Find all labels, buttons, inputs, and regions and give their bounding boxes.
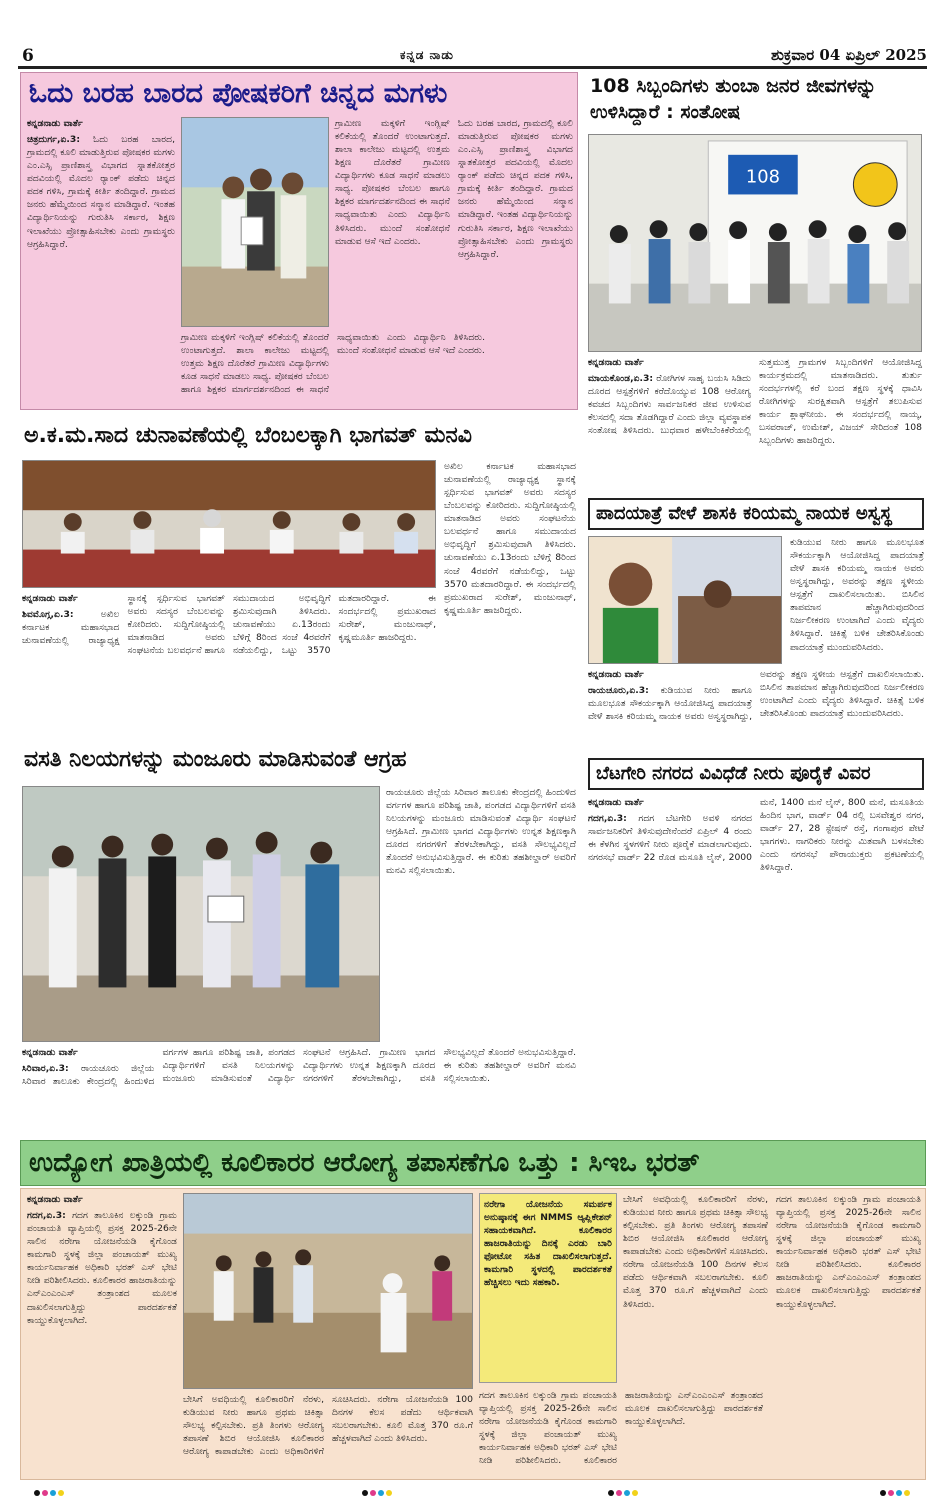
story-water-headline: ಬೆಟಗೇರಿ ನಗರದ ವಿವಿಧೆಡೆ ನೀರು ಪೂರೈಕೆ ವಿವರ [588,758,924,790]
story-election-headline: ಅ.ಕ.ಮ.ಸಾದ ಚುನಾವಣೆಯಲ್ಲಿ ಬೆಂಬಲಕ್ಕಾಗಿ ಭಾಗವತ್ ಮನವಿ [24,423,472,448]
story-gold-medal-body-a-cont: ಓದು ಬರಹ ಬಾರದ, ಗ್ರಾಮದಲ್ಲಿ ಕೂಲಿ ಮಾಡುತ್ತಿರುವ ಪೋಷಕರ ಮಗಳು ಎಂ.ಎಸ್ಸಿ ಪ್ರಾಣಿಶಾಸ್ತ್ರ ವಿಭಾಗದ ಸ್ನಾತಕೋತ್ತರ ಪದವಿಯಲ್ಲಿ ಮೊದಲ ರ್‍ಯಾಂಕ್ ಪಡೆದು ಚಿನ್ನದ ಪದಕ ಗಳಿಸಿ, ಗ್ರಾಮಕ್ಕೆ ಕೀರ್ತಿ ತಂದಿದ್ದಾರೆ. ಗ್ರಾಮದ ಜನರು ಹೆಮ್ಮೆಯಿಂದ ಸನ್ಮಾನ ಮಾಡಿದ್ದಾರೆ. ಇಂತಹ ವಿದ್ಯಾರ್ಥಿನಿಯನ್ನು ಗುರುತಿಸಿ ಸರ್ಕಾರ, ಶಿಕ್ಷಣ ಇಲಾಖೆಯು ಪ್ರೋತ್ಸಾಹಿಸಬೇಕು ಎಂದು ಗ್ರಾಮಸ್ಥರು ಆಗ್ರಹಿಸಿದ್ದಾರೆ. [458,118,573,260]
byline: ಕನ್ನಡನಾಡು ವಾರ್ತೆ [22,593,78,604]
graduate-photo [181,117,329,327]
registration-marks-left [34,1490,64,1496]
story-108-body-cols [588,356,922,488]
mla-photo [588,536,782,664]
page-number: 6 [22,46,34,66]
byline: ಕನ್ನಡನಾಡು ವಾರ್ತೆ [588,797,644,808]
story-mla-body-right [790,536,924,664]
story-gold-medal-body-b: ಗ್ರಾಮೀಣ ಮಕ್ಕಳಿಗೆ ಇಂಗ್ಲಿಷ್ ಕಲಿಕೆಯಲ್ಲಿ ತೊಂದರೆ ಉಂಟಾಗುತ್ತದೆ. ಶಾಲಾ ಕಾಲೇಜು ಮಟ್ಟದಲ್ಲಿ ಉತ್ತಮ ಶಿಕ್ಷಣ ದೊರೆತರೆ ಗ್ರಾಮೀಣ ವಿದ್ಯಾರ್ಥಿಗಳು ಕೂಡ ಸಾಧನೆ ಮಾಡಲು ಸಾಧ್ಯ. ಪೋಷಕರ ಬೆಂಬಲ ಹಾಗೂ ಶಿಕ್ಷಕರ ಮಾರ್ಗದರ್ಶನದಿಂದ ಈ ಸಾಧನೆ ಸಾಧ್ಯವಾಯಿತು ಎಂದು ವಿದ್ಯಾರ್ಥಿನಿ ತಿಳಿಸಿದರು. ಮುಂದೆ ಸಂಶೋಧನೆ ಮಾಡುವ ಆಸೆ ಇದೆ ಎಂದರು. [335,118,450,247]
page-header [0,0,945,68]
svg-text:108: 108 [745,166,781,188]
story-108-headline: 108 ಸಿಬ್ಬಂದಿಗಳು ತುಂಬಾ ಜನರ ಜೀವಗಳನ್ನು ಉಳಿಸಿದ್ದಾರೆ : ಸಂತೋಷ [590,75,877,123]
story-hostel-body-cont: ರಾಯಚೂರು ಜಿಲ್ಲೆಯ ಸಿರಿವಾರ ತಾಲೂಕು ಕೇಂದ್ರದಲ್ಲಿ ಹಿಂದುಳಿದ ವರ್ಗಗಳ ಹಾಗೂ ಪರಿಶಿಷ್ಟ ಜಾತಿ, ಪಂಗಡದ ವಿದ್ಯಾರ್ಥಿಗಳಿಗೆ ವಸತಿ ನಿಲಯಗಳನ್ನು ಮಂಜೂರು ಮಾಡಿಸುವಂತೆ ವಿದ್ಯಾರ್ಥಿ ಸಂಘಟನೆ ಆಗ್ರಹಿಸಿದೆ. ಗ್ರಾಮೀಣ ಭಾಗದ ವಿದ್ಯಾರ್ಥಿಗಳು ಉನ್ನತ ಶಿಕ್ಷಣಕ್ಕಾಗಿ ದೂರದ ನಗರಗಳಿಗೆ ತೆರಳಬೇಕಾಗಿದ್ದು, ವಸತಿ ಸೌಲಭ್ಯವಿಲ್ಲದೆ ತೊಂದರೆ ಅನುಭವಿಸುತ್ತಿದ್ದಾರೆ. ಈ ಕುರಿತು ತಹಶೀಲ್ದಾರ್ ಅವರಿಗೆ ಮನವಿ ಸಲ್ಲಿಸಲಾಯಿತು. [386,787,576,877]
byline: ಕನ್ನಡನಾಡು ವಾರ್ತೆ [22,1047,78,1058]
story-nrega-col-2 [183,1393,473,1477]
story-water-body: ಗದಗ ಬೆಟಗೇರಿ ಅವಳಿ ನಗರದ ಸಾರ್ವಜನಿಕರಿಗೆ ತಿಳಿಸುವುದೇನೆಂದರೆ ಏಪ್ರಿಲ್ 4 ರಂದು ಈ ಕೆಳಗಿನ ಸ್ಥಳಗಳಿಗೆ ನೀರು ಪೂರೈಕೆ ಮಾಡಲಾಗುವುದು. ನಗರಸಭೆ ವಾರ್ಡ್ 22 ರೊಡ ಮಸೂತಿ ಲೈನ್, 2000 ಮನೆ, 1400 ಮನೆ ಲೈನ್, 800 ಮನೆ, ಮಸೂತಿಯ ಹಿಂದಿನ ಭಾಗ, ವಾರ್ಡ್ 04 ರಲ್ಲಿ ಬಸವೇಶ್ವರ ನಗರ, ವಾರ್ಡ್ 27, 28 ಸ್ಟೇಷನ್ ರಸ್ತೆ, ಗಂಗಾಪುರ ಪೇಟೆ ಭಾಗಗಳು. ನಾಗರಿಕರು ನೀರನ್ನು ಮಿತವಾಗಿ ಬಳಸಬೇಕು ಎಂದು ನಗರಸಭೆ ಪೌರಾಯುಕ್ತರು ಪ್ರಕಟಣೆಯಲ್ಲಿ ತಿಳಿಸಿದ್ದಾರೆ. [588,797,924,874]
story-gold-medal-col-2 [181,331,485,405]
story-water-supply [586,756,926,1132]
story-hostel-demand [20,744,578,1132]
dateline: ಗದಗ,ಏ.3: [588,813,627,825]
story-nrega-col-3 [479,1389,763,1477]
story-gold-medal-col-1 [27,117,175,405]
registration-marks-right [880,1490,910,1496]
byline: ಕನ್ನಡನಾಡು ವಾರ್ತೆ [588,357,644,368]
byline: ಕನ್ನಡನಾಡು ವಾರ್ತೆ [588,669,644,680]
story-election-body-right [444,460,576,736]
dateline: ಮಾಯಕೊಂಡ,ಏ.3: [588,373,654,385]
byline: ಕನ್ನಡನಾಡು ವಾರ್ತೆ [27,118,83,129]
story-gold-medal-body-a: ಓದು ಬರಹ ಬಾರದ, ಗ್ರಾಮದಲ್ಲಿ ಕೂಲಿ ಮಾಡುತ್ತಿರುವ ಪೋಷಕರ ಮಗಳು ಎಂ.ಎಸ್ಸಿ ಪ್ರಾಣಿಶಾಸ್ತ್ರ ವಿಭಾಗದ ಸ್ನಾತಕೋತ್ತರ ಪದವಿಯಲ್ಲಿ ಮೊದಲ ರ್‍ಯಾಂಕ್ ಪಡೆದು ಚಿನ್ನದ ಪದಕ ಗಳಿಸಿ, ಗ್ರಾಮಕ್ಕೆ ಕೀರ್ತಿ ತಂದಿದ್ದಾರೆ. ಗ್ರಾಮದ ಜನರು ಹೆಮ್ಮೆಯಿಂದ ಸನ್ಮಾನ ಮಾಡಿದ್ದಾರೆ. ಇಂತಹ ವಿದ್ಯಾರ್ಥಿನಿಯನ್ನು ಗುರುತಿಸಿ ಸರ್ಕಾರ, ಶಿಕ್ಷಣ ಇಲಾಖೆಯು ಪ್ರೋತ್ಸಾಹಿಸಬೇಕು ಎಂದು ಗ್ರಾಮಸ್ಥರು ಆಗ್ರಹಿಸಿದ್ದಾರೆ. [27,134,175,250]
byline: ಕನ್ನಡನಾಡು ವಾರ್ತೆ [27,1194,83,1205]
story-nrega-body-a-end: ಗದಗ ತಾಲೂಕಿನ ಲಕ್ಕುಂಡಿ ಗ್ರಾಮ ಪಂಚಾಯತಿ ವ್ಯಾಪ್ತಿಯಲ್ಲಿ ಪ್ರಸಕ್ತ 2025-26ನೇ ಸಾಲಿನ ನರೇಗಾ ಯೋಜನೆಯಡಿ ಕೈಗೊಂಡ ಕಾಮಗಾರಿ ಸ್ಥಳಕ್ಕೆ ಜಿಲ್ಲಾ ಪಂಚಾಯತ್ ಮುಖ್ಯ ಕಾರ್ಯನಿರ್ವಾಹಕ ಅಧಿಕಾರಿ ಭರತ್ ಎಸ್ ಭೇಟಿ ನೀಡಿ ಪರಿಶೀಲಿಸಿದರು. ಕೂಲಿಕಾರರ ಹಾಜರಾತಿಯನ್ನು ಎನ್‌ಎಂಎಂಎಸ್ ತಂತ್ರಾಂಶದ ಮೂಲಕ ದಾಖಲಿಸಲಾಗುತ್ತಿದ್ದು ಪಾರದರ್ಶಕತೆ ಕಾಯ್ದುಕೊಳ್ಳಲಾಗಿದೆ. [776,1194,921,1310]
masthead: ಕನ್ನಡ ನಾಡು [400,48,454,62]
story-nrega-col-1 [27,1193,177,1477]
ambulance-photo [588,134,922,352]
story-nrega-col-4 [623,1193,921,1477]
dateline: ರಾಯಚೂರು,ಏ.3: [588,685,649,697]
header-rule [18,66,927,69]
story-108-body: ರೋಗಿಗಳ ಸಾಹೃ ಬಯಸಿ ಸಿಡಿದು ದೂರದ ಆಸ್ಪತ್ರೆಗಳಿಗೆ ಕರೆದೊಯ್ಯುವ 108 ಆರೋಗ್ಯ ಕವಚದ ಸಿಬ್ಬಂದಿಗಳು ಸಾರ್ವಜನಿಕರ ಜೀವ ಉಳಿಸುವ ಕೆಲಸದಲ್ಲಿ ಸದಾ ತೊಡಗಿದ್ದಾರೆ ಎಂದು ಜಿಲ್ಲಾ ವ್ಯವಸ್ಥಾಪಕ ಸಂತೋಷ ತಿಳಿಸಿದರು. ಬುಧವಾರ ಹಳೇಬೆಂಕಿಕೆರೆಯಲ್ಲಿ ಸುತ್ತಮುತ್ತ ಗ್ರಾಮಗಳ ಸಿಬ್ಬಂದಿಗಳಿಗೆ ಆಯೋಜಿಸಿದ್ದ ಕಾರ್ಯಕ್ರಮದಲ್ಲಿ ಮಾತನಾಡಿದರು. ತುರ್ತು ಸಂದರ್ಭಗಳಲ್ಲಿ ಕರೆ ಬಂದ ತಕ್ಷಣ ಸ್ಥಳಕ್ಕೆ ಧಾವಿಸಿ ರೋಗಿಗಳನ್ನು ಸುರಕ್ಷಿತವಾಗಿ ಆಸ್ಪತ್ರೆಗೆ ತಲುಪಿಸುವ ಕಾರ್ಯ ಶ್ಲಾಘನೀಯ. ಈ ಸಂದರ್ಭದಲ್ಲಿ ನಾಯ್ಕ, ಬಸವರಾಜ್, ಉಮೇಶ್, ವಿಜಯ್ ಸೇರಿದಂತೆ 108 ಸಿಬ್ಬಂದಿಗಳು ಹಾಜರಿದ್ದರು. [588,357,922,447]
story-election-body-left [22,592,436,736]
issue-date: ಶುಕ್ರವಾರ 04 ಏಪ್ರಿಲ್ 2025 [770,46,927,64]
registration-marks-mid [362,1490,392,1496]
dateline: ಗದಗ,ಏ.3: [27,1210,66,1222]
story-gold-medal-headline: ಓದು ಬರಹ ಬಾರದ ಪೋಷಕರಿಗೆ ಚಿನ್ನದ ಮಗಳು [29,78,448,109]
story-108-ambulance [586,72,926,490]
dateline: ಶಿವಮೊಗ್ಗ,ಏ.3: [22,609,74,621]
story-election-body-cont: ಅಖಿಲ ಕರ್ನಾಟಕ ಮಹಾಸಭಾದ ಚುನಾವಣೆಯಲ್ಲಿ ರಾಜ್ಯಾಧ್ಯಕ್ಷ ಸ್ಥಾನಕ್ಕೆ ಸ್ಪರ್ಧಿಸುವ ಭಾಗವತ್ ಅವರು ಸದಸ್ಯರ ಬೆಂಬಲವನ್ನು ಕೋರಿದರು. ಸುದ್ದಿಗೋಷ್ಠಿಯಲ್ಲಿ ಮಾತನಾಡಿದ ಅವರು ಸಂಘಟನೆಯ ಬಲವರ್ಧನೆ ಹಾಗೂ ಸಮುದಾಯದ ಅಭಿವೃದ್ಧಿಗೆ ಶ್ರಮಿಸುವುದಾಗಿ ತಿಳಿಸಿದರು. ಚುನಾವಣೆಯು ಏ.13ರಂದು ಬೆಳಿಗ್ಗೆ 8ರಿಂದ ಸಂಜೆ 4ರವರೆಗೆ ನಡೆಯಲಿದ್ದು, ಒಟ್ಟು 3570 ಮತದಾರರಿದ್ದಾರೆ. ಈ ಸಂದರ್ಭದಲ್ಲಿ ಪ್ರಮುಖರಾದ ಸುರೇಶ್, ಮಂಜುನಾಥ್, ಕೃಷ್ಣಮೂರ್ತಿ ಹಾಜರಿದ್ದರು. [444,461,576,616]
nmms-info-box [479,1193,617,1383]
story-water-body-cols [588,796,924,1130]
story-gold-medal [20,72,578,410]
story-nrega-headline: ಉದ್ಯೋಗ ಖಾತ್ರಿಯಲ್ಲಿ ಕೂಲಿಕಾರರ ಆರೋಗ್ಯ ತಪಾಸಣೆಗೂ ಒತ್ತು : ಸಿಇಒ ಭರತ್ [29,1148,700,1178]
story-hostel-body-right [386,786,576,1042]
story-gold-medal-body-b-excerpt: ಗ್ರಾಮೀಣ ಮಕ್ಕಳಿಗೆ ಇಂಗ್ಲಿಷ್ ಕಲಿಕೆಯಲ್ಲಿ ತೊಂದರೆ ಉಂಟಾಗುತ್ತದೆ. ಶಾಲಾ ಕಾಲೇಜು ಮಟ್ಟದಲ್ಲಿ ಉತ್ತಮ ಶಿಕ್ಷಣ ದೊರೆತರೆ ಗ್ರಾಮೀಣ ವಿದ್ಯಾರ್ಥಿಗಳು ಕೂಡ ಸಾಧನೆ ಮಾಡಲು ಸಾಧ್ಯ. ಪೋಷಕರ ಬೆಂಬಲ ಹಾಗೂ ಶಿಕ್ಷಕರ ಮಾರ್ಗದರ್ಶನದಿಂದ ಈ ಸಾಧನೆ ಸಾಧ್ಯವಾಯಿತು ಎಂದು ವಿದ್ಯಾರ್ಥಿನಿ ತಿಳಿಸಿದರು. ಮುಂದೆ ಸಂಶೋಧನೆ ಮಾಡುವ ಆಸೆ ಇದೆ ಎಂದರು. [181,332,485,396]
nmms-info-text: ನರೇಗಾ ಯೋಜನೆಯ ಸಮರ್ಪಕ ಅನುಷ್ಠಾನಕ್ಕೆ ಈಗ NMMS ಆ್ಯಪ್ಲಿಕೇಶನ್ ಸಹಾಯಕವಾಗಿದೆ. ಕೂಲಿಕಾರರ ಹಾಜರಾತಿಯನ್ನು ದಿನಕ್ಕೆ ಎರಡು ಬಾರಿ ಫೋಟೋ ಸಹಿತ ದಾಖಲಿಸಲಾಗುತ್ತದೆ. ಕಾಮಗಾರಿ ಸ್ಥಳದಲ್ಲಿ ಪಾರದರ್ಶಕತೆ ಹೆಚ್ಚಿಸಲು ಇದು ಸಹಕಾರಿ. [484,1199,612,1289]
dateline: ಚಿತ್ರದುರ್ಗ,ಏ.3: [27,134,80,146]
story-nrega-body-b: ಬೇಸಿಗೆ ಅವಧಿಯಲ್ಲಿ ಕೂಲಿಕಾರರಿಗೆ ನೆರಳು, ಕುಡಿಯುವ ನೀರು ಹಾಗೂ ಪ್ರಥಮ ಚಿಕಿತ್ಸಾ ಸೌಲಭ್ಯ ಕಲ್ಪಿಸಬೇಕು. ಪ್ರತಿ ತಿಂಗಳು ಆರೋಗ್ಯ ತಪಾಸಣೆ ಶಿಬಿರ ಆಯೋಜಿಸಿ ಕೂಲಿಕಾರರ ಆರೋಗ್ಯ ಕಾಪಾಡಬೇಕು ಎಂದು ಅಧಿಕಾರಿಗಳಿಗೆ ಸೂಚಿಸಿದರು. ನರೇಗಾ ಯೋಜನೆಯಡಿ 100 ದಿನಗಳ ಕೆಲಸ ಪಡೆದು ಆರ್ಥಿಕವಾಗಿ ಸಬಲರಾಗಬೇಕು. ಕೂಲಿ ಮೊತ್ತ 370 ರೂ.ಗೆ ಹೆಚ್ಚಳವಾಗಿದೆ ಎಂದು ತಿಳಿಸಿದರು. [623,1194,768,1310]
story-gold-medal-col-3 [335,117,573,405]
registration-marks-mid2 [608,1490,638,1496]
story-hostel-body-bottom [22,1046,576,1130]
story-mla-body-bottom [588,668,924,750]
story-mla-body: ಕುಡಿಯುವ ನೀರು ಹಾಗೂ ಮೂಲಭೂತ ಸೌಕರ್ಯಕ್ಕಾಗಿ ಆಯೋಜಿಸಿದ್ದ ಪಾದಯಾತ್ರೆ ವೇಳೆ ಶಾಸಕಿ ಕರಿಯಮ್ಮ ನಾಯಕ ಅವರು ಅಸ್ವಸ್ಥರಾಗಿದ್ದು, ಅವರನ್ನು ತಕ್ಷಣ ಸ್ಥಳೀಯ ಆಸ್ಪತ್ರೆಗೆ ದಾಖಲಿಸಲಾಯಿತು. ಬಿಸಿಲಿನ ತಾಪಮಾನ ಹೆಚ್ಚಾಗಿರುವುದರಿಂದ ನಿರ್ಜಲೀಕರಣ ಉಂಟಾಗಿದೆ ಎಂದು ವೈದ್ಯರು ತಿಳಿಸಿದ್ದಾರೆ. ಚಿಕಿತ್ಸೆ ಬಳಿಕ ಚೇತರಿಸಿಕೊಂಡು ಪಾದಯಾತ್ರೆ ಮುಂದುವರಿಸಿದರು. [588,669,924,723]
story-nrega-body [20,1188,926,1480]
press-meet-photo [22,460,436,588]
story-election-body: ಅಖಿಲ ಕರ್ನಾಟಕ ಮಹಾಸಭಾದ ಚುನಾವಣೆಯಲ್ಲಿ ರಾಜ್ಯಾಧ್ಯಕ್ಷ ಸ್ಥಾನಕ್ಕೆ ಸ್ಪರ್ಧಿಸುವ ಭಾಗವತ್ ಅವರು ಸದಸ್ಯರ ಬೆಂಬಲವನ್ನು ಕೋರಿದರು. ಸುದ್ದಿಗೋಷ್ಠಿಯಲ್ಲಿ ಮಾತನಾಡಿದ ಅವರು ಸಂಘಟನೆಯ ಬಲವರ್ಧನೆ ಹಾಗೂ ಸಮುದಾಯದ ಅಭಿವೃದ್ಧಿಗೆ ಶ್ರಮಿಸುವುದಾಗಿ ತಿಳಿಸಿದರು. ಚುನಾವಣೆಯು ಏ.13ರಂದು ಬೆಳಿಗ್ಗೆ 8ರಿಂದ ಸಂಜೆ 4ರವರೆಗೆ ನಡೆಯಲಿದ್ದು, ಒಟ್ಟು 3570 ಮತದಾರರಿದ್ದಾರೆ. ಈ ಸಂದರ್ಭದಲ್ಲಿ ಪ್ರಮುಖರಾದ ಸುರೇಶ್, ಮಂಜುನಾಥ್, ಕೃಷ್ಣಮೂರ್ತಿ ಹಾಜರಿದ್ದರು. [22,593,436,657]
worksite-photo [183,1193,473,1389]
dateline: ಸಿರಿವಾರ,ಏ.3: [22,1063,69,1075]
story-hostel-body: ರಾಯಚೂರು ಜಿಲ್ಲೆಯ ಸಿರಿವಾರ ತಾಲೂಕು ಕೇಂದ್ರದಲ್ಲಿ ಹಿಂದುಳಿದ ವರ್ಗಗಳ ಹಾಗೂ ಪರಿಶಿಷ್ಟ ಜಾತಿ, ಪಂಗಡದ ವಿದ್ಯಾರ್ಥಿಗಳಿಗೆ ವಸತಿ ನಿಲಯಗಳನ್ನು ಮಂಜೂರು ಮಾಡಿಸುವಂತೆ ವಿದ್ಯಾರ್ಥಿ ಸಂಘಟನೆ ಆಗ್ರಹಿಸಿದೆ. ಗ್ರಾಮೀಣ ಭಾಗದ ವಿದ್ಯಾರ್ಥಿಗಳು ಉನ್ನತ ಶಿಕ್ಷಣಕ್ಕಾಗಿ ದೂರದ ನಗರಗಳಿಗೆ ತೆರಳಬೇಕಾಗಿದ್ದು, ವಸತಿ ಸೌಲಭ್ಯವಿಲ್ಲದೆ ತೊಂದರೆ ಅನುಭವಿಸುತ್ತಿದ್ದಾರೆ. ಈ ಕುರಿತು ತಹಶೀಲ್ದಾರ್ ಅವರಿಗೆ ಮನವಿ ಸಲ್ಲಿಸಲಾಯಿತು. [22,1047,576,1088]
story-hostel-headline: ವಸತಿ ನಿಲಯಗಳನ್ನು ಮಂಜೂರು ಮಾಡಿಸುವಂತೆ ಆಗ್ರಹ [24,747,407,772]
story-nrega-body-b-excerpt: ಬೇಸಿಗೆ ಅವಧಿಯಲ್ಲಿ ಕೂಲಿಕಾರರಿಗೆ ನೆರಳು, ಕುಡಿಯುವ ನೀರು ಹಾಗೂ ಪ್ರಥಮ ಚಿಕಿತ್ಸಾ ಸೌಲಭ್ಯ ಕಲ್ಪಿಸಬೇಕು. ಪ್ರತಿ ತಿಂಗಳು ಆರೋಗ್ಯ ತಪಾಸಣೆ ಶಿಬಿರ ಆಯೋಜಿಸಿ ಕೂಲಿಕಾರರ ಆರೋಗ್ಯ ಕಾಪಾಡಬೇಕು ಎಂದು ಅಧಿಕಾರಿಗಳಿಗೆ ಸೂಚಿಸಿದರು. ನರೇಗಾ ಯೋಜನೆಯಡಿ 100 ದಿನಗಳ ಕೆಲಸ ಪಡೆದು ಆರ್ಥಿಕವಾಗಿ ಸಬಲರಾಗಬೇಕು. ಕೂಲಿ ಮೊತ್ತ 370 ರೂ.ಗೆ ಹೆಚ್ಚಳವಾಗಿದೆ ಎಂದು ತಿಳಿಸಿದರು. [183,1394,473,1458]
story-mla-ill [586,496,926,752]
story-election-appeal [20,420,578,738]
story-nrega-body-a-cont: ಗದಗ ತಾಲೂಕಿನ ಲಕ್ಕುಂಡಿ ಗ್ರಾಮ ಪಂಚಾಯತಿ ವ್ಯಾಪ್ತಿಯಲ್ಲಿ ಪ್ರಸಕ್ತ 2025-26ನೇ ಸಾಲಿನ ನರೇಗಾ ಯೋಜನೆಯಡಿ ಕೈಗೊಂಡ ಕಾಮಗಾರಿ ಸ್ಥಳಕ್ಕೆ ಜಿಲ್ಲಾ ಪಂಚಾಯತ್ ಮುಖ್ಯ ಕಾರ್ಯನಿರ್ವಾಹಕ ಅಧಿಕಾರಿ ಭರತ್ ಎಸ್ ಭೇಟಿ ನೀಡಿ ಪರಿಶೀಲಿಸಿದರು. ಕೂಲಿಕಾರರ ಹಾಜರಾತಿಯನ್ನು ಎನ್‌ಎಂಎಂಎಸ್ ತಂತ್ರಾಂಶದ ಮೂಲಕ ದಾಖಲಿಸಲಾಗುತ್ತಿದ್ದು ಪಾರದರ್ಶಕತೆ ಕಾಯ್ದುಕೊಳ್ಳಲಾಗಿದೆ. [479,1390,763,1467]
story-mla-body-cont: ಕುಡಿಯುವ ನೀರು ಹಾಗೂ ಮೂಲಭೂತ ಸೌಕರ್ಯಕ್ಕಾಗಿ ಆಯೋಜಿಸಿದ್ದ ಪಾದಯಾತ್ರೆ ವೇಳೆ ಶಾಸಕಿ ಕರಿಯಮ್ಮ ನಾಯಕ ಅವರು ಅಸ್ವಸ್ಥರಾಗಿದ್ದು, ಅವರನ್ನು ತಕ್ಷಣ ಸ್ಥಳೀಯ ಆಸ್ಪತ್ರೆಗೆ ದಾಖಲಿಸಲಾಯಿತು. ಬಿಸಿಲಿನ ತಾಪಮಾನ ಹೆಚ್ಚಾಗಿರುವುದರಿಂದ ನಿರ್ಜಲೀಕರಣ ಉಂಟಾಗಿದೆ ಎಂದು ವೈದ್ಯರು ತಿಳಿಸಿದ್ದಾರೆ. ಚಿಕಿತ್ಸೆ ಬಳಿಕ ಚೇತರಿಸಿಕೊಂಡು ಪಾದಯಾತ್ರೆ ಮುಂದುವರಿಸಿದರು. [790,537,924,653]
story-mla-headline: ಪಾದಯಾತ್ರೆ ವೇಳೆ ಶಾಸಕಿ ಕರಿಯಮ್ಮ ನಾಯಕ ಅಸ್ವಸ್ಥ [588,498,924,530]
story-nrega-body-a: ಗದಗ ತಾಲೂಕಿನ ಲಕ್ಕುಂಡಿ ಗ್ರಾಮ ಪಂಚಾಯತಿ ವ್ಯಾಪ್ತಿಯಲ್ಲಿ ಪ್ರಸಕ್ತ 2025-26ನೇ ಸಾಲಿನ ನರೇಗಾ ಯೋಜನೆಯಡಿ ಕೈಗೊಂಡ ಕಾಮಗಾರಿ ಸ್ಥಳಕ್ಕೆ ಜಿಲ್ಲಾ ಪಂಚಾಯತ್ ಮುಖ್ಯ ಕಾರ್ಯನಿರ್ವಾಹಕ ಅಧಿಕಾರಿ ಭರತ್ ಎಸ್ ಭೇಟಿ ನೀಡಿ ಪರಿಶೀಲಿಸಿದರು. ಕೂಲಿಕಾರರ ಹಾಜರಾತಿಯನ್ನು ಎನ್‌ಎಂಎಂಎಸ್ ತಂತ್ರಾಂಶದ ಮೂಲಕ ದಾಖಲಿಸಲಾಗುತ್ತಿದ್ದು ಪಾರದರ್ಶಕತೆ ಕಾಯ್ದುಕೊಳ್ಳಲಾಗಿದೆ. [27,1210,178,1326]
story-nrega-headline-strip [20,1140,926,1186]
memorandum-photo [22,786,380,1042]
